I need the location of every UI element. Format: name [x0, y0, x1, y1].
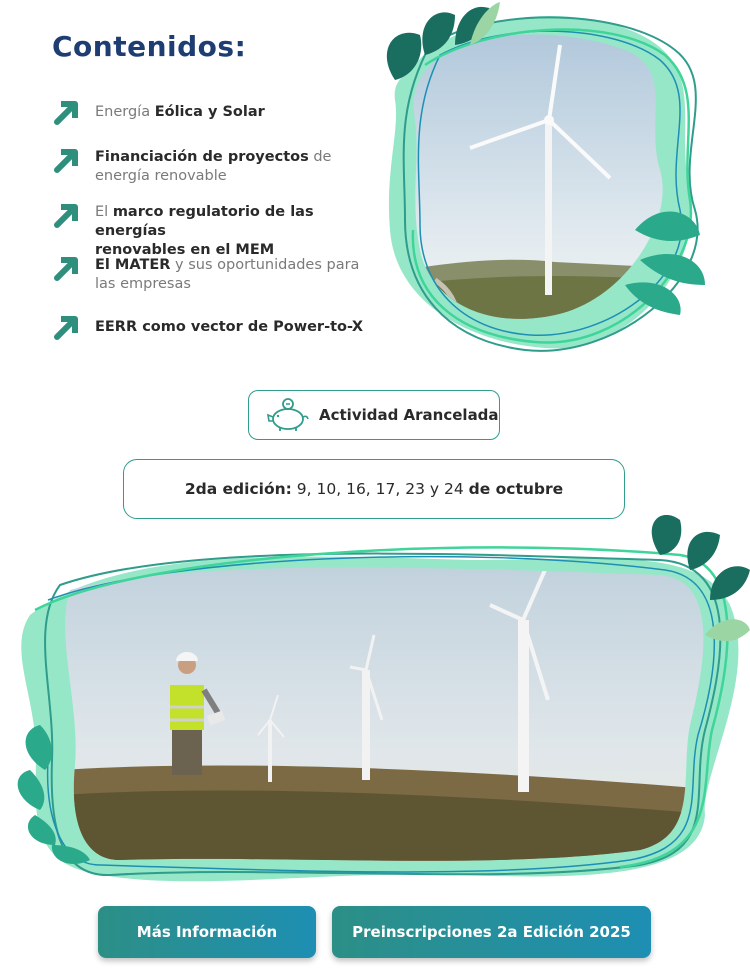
item-bold: marco regulatorio de las energías [95, 204, 314, 239]
arrow-up-right-icon [53, 148, 79, 174]
item-post: y sus oportunidades para [170, 257, 360, 273]
badge-label: Actividad Arancelada [319, 406, 499, 424]
item-pre: El [95, 204, 113, 220]
list-item [53, 148, 383, 186]
list-item [53, 256, 383, 294]
paid-activity-badge [248, 390, 500, 440]
preregistration-button[interactable]: Preinscripciones 2a Edición 2025 [332, 906, 651, 958]
edition-dates [123, 459, 625, 519]
edition-suffix: de octubre [468, 480, 564, 498]
item-pre: Energía [95, 104, 155, 120]
wind-farm-engineer-photo [0, 515, 750, 895]
item-line2: energía renovable [95, 168, 227, 184]
item-post: de [308, 149, 332, 165]
item-bold: Eólica y Solar [154, 104, 265, 120]
edition-days: 9, 10, 16, 17, 23 y 24 [291, 480, 469, 498]
piggy-bank-icon [265, 397, 311, 433]
edition-prefix: 2da edición: [184, 480, 292, 498]
item-bold: El MATER [95, 257, 171, 273]
list-item [53, 315, 383, 341]
arrow-up-right-icon [53, 315, 79, 341]
item-bold: EERR como vector de Power-to-X [95, 319, 363, 335]
wind-turbine-photo [375, 0, 750, 365]
arrow-up-right-icon [53, 100, 79, 126]
item-line2: renovables en el MEM [95, 242, 275, 258]
more-info-button[interactable]: Más Información [98, 906, 316, 958]
list-item [53, 203, 383, 260]
list-item [53, 100, 383, 126]
item-bold: Financiación de proyectos [95, 149, 309, 165]
page-title: Contenidos: [52, 30, 247, 63]
arrow-up-right-icon [53, 203, 79, 229]
arrow-up-right-icon [53, 256, 79, 282]
item-line2: las empresas [95, 276, 191, 292]
